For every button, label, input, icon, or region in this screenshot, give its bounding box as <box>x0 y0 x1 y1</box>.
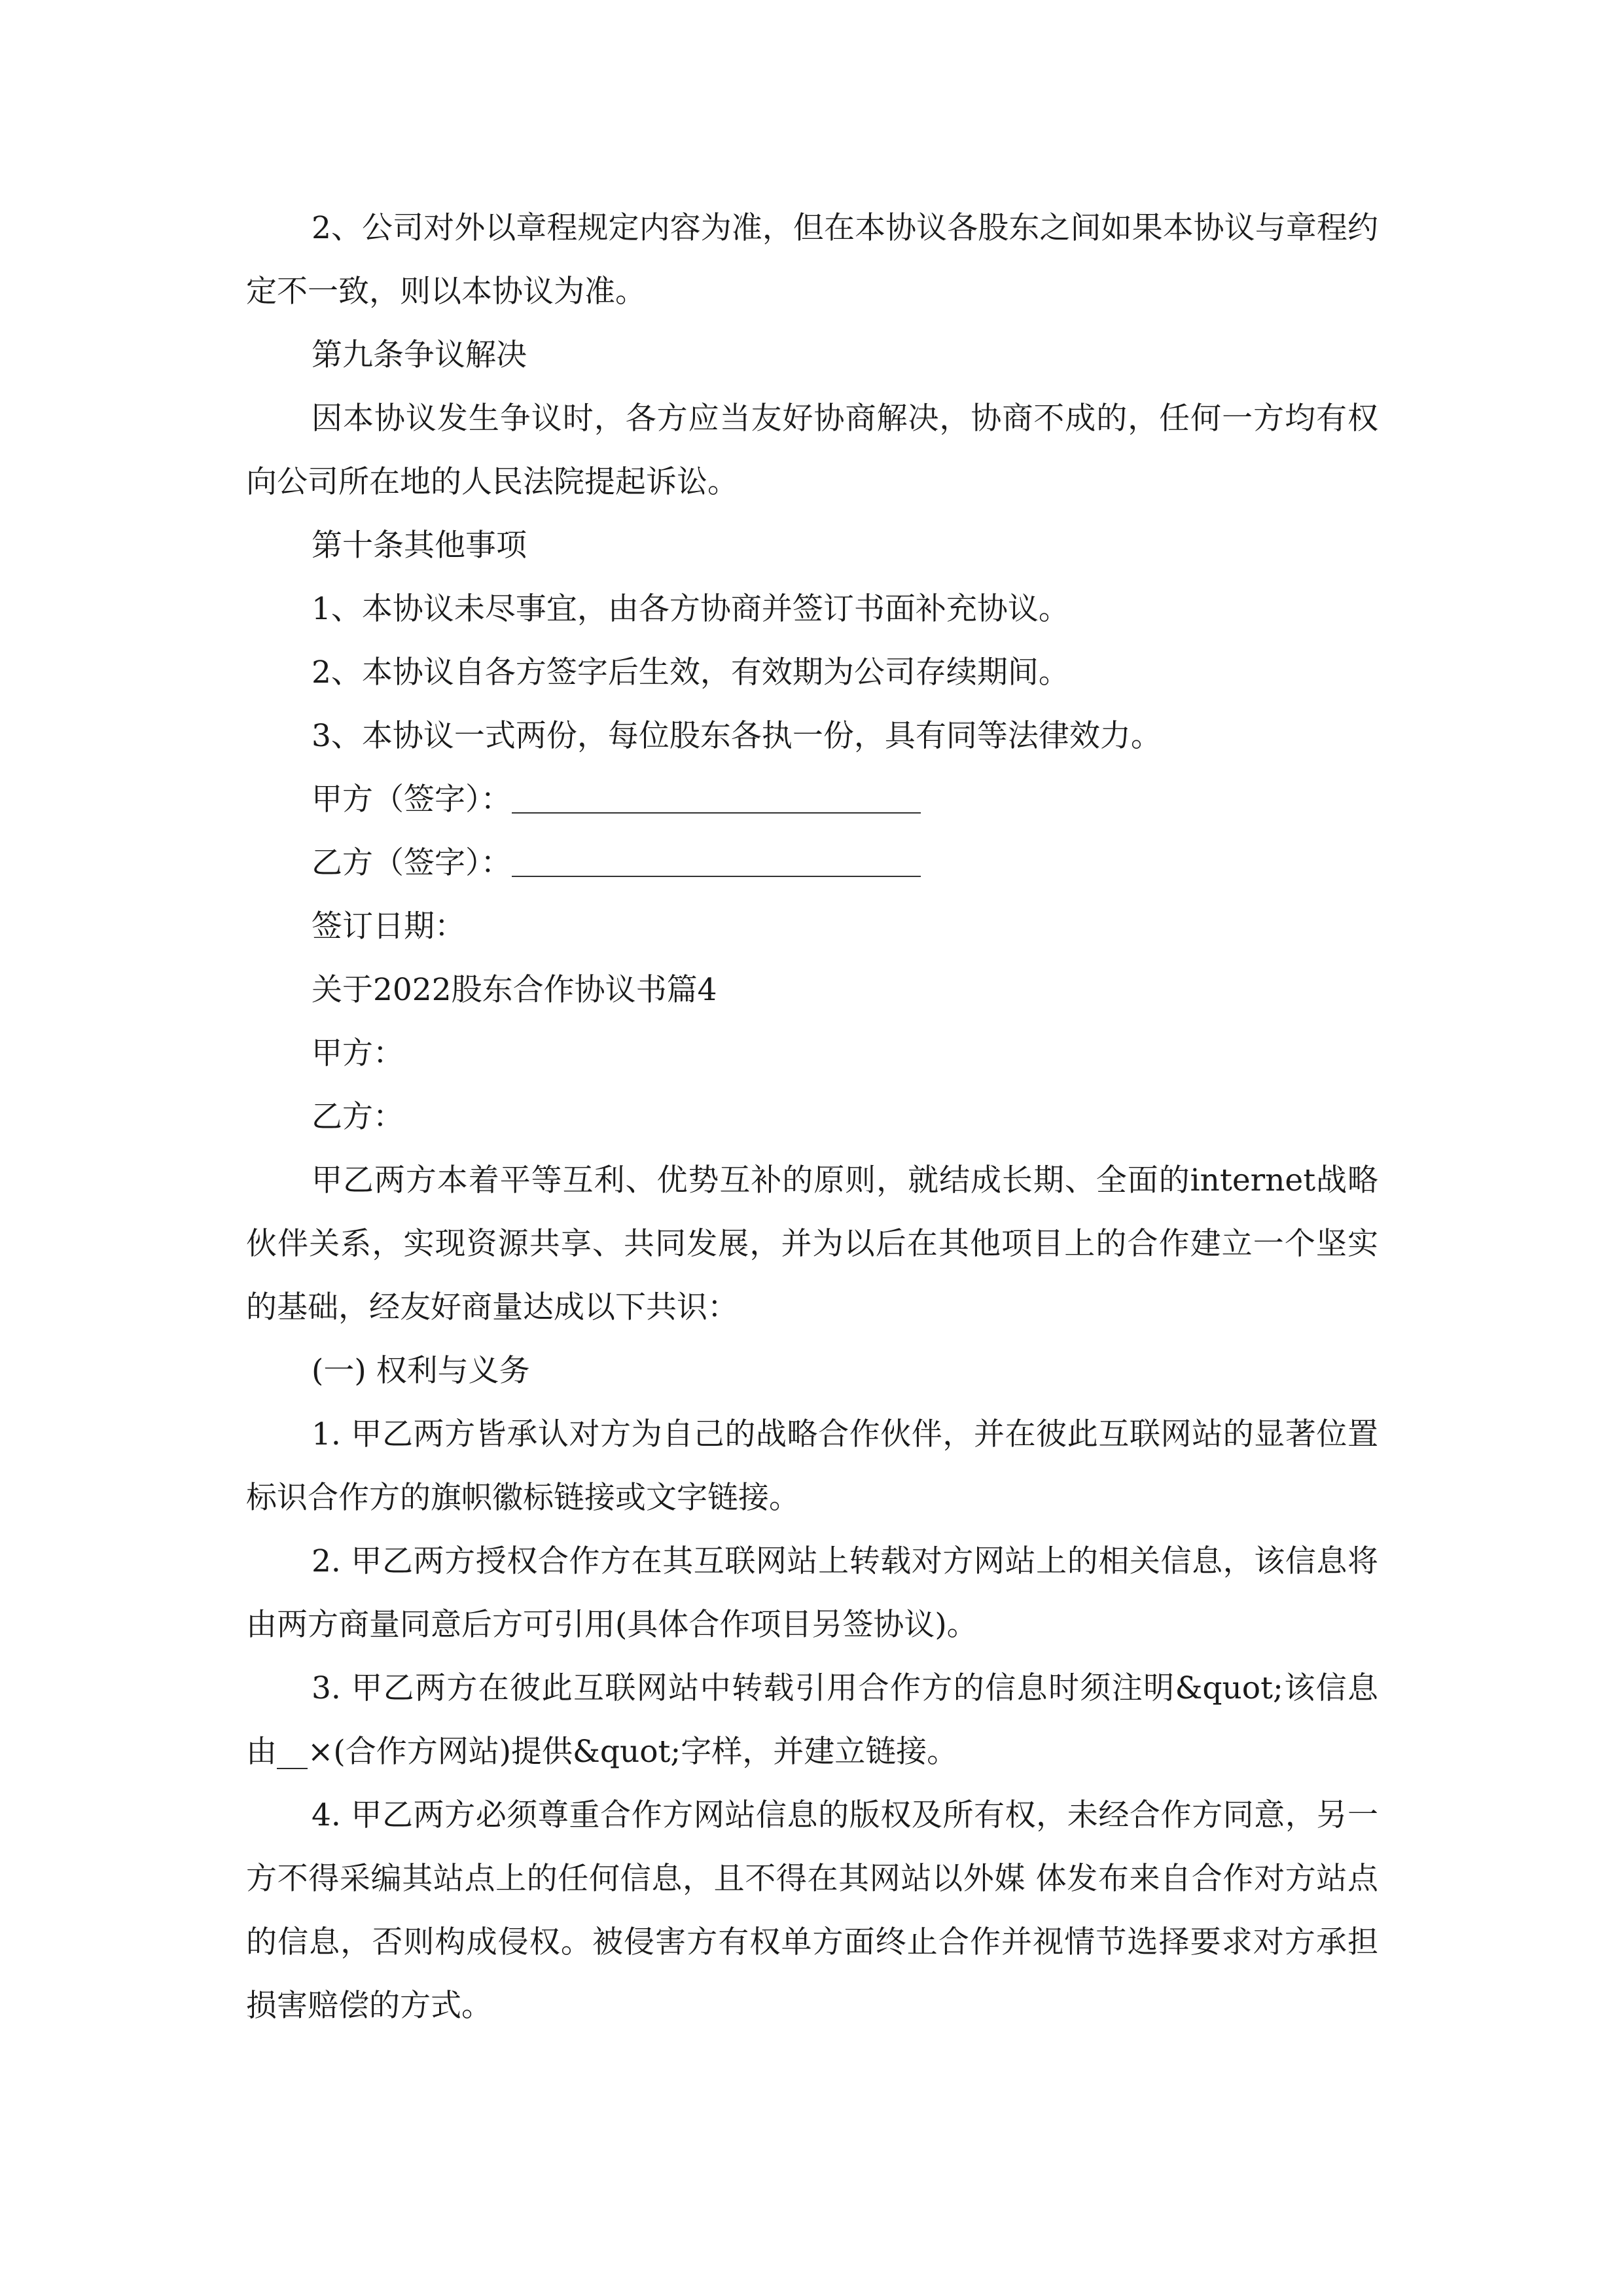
signature-blank-a <box>512 786 921 814</box>
paragraph-clause-2: 2. 甲乙两方授权合作方在其互联网站上转载对方网站上的相关信息，该信息将由两方商量同意后方可引用(具体合作项目另签协议)。 <box>246 1543 1378 1643</box>
signature-label-a: 甲方（签字）： <box>312 781 512 817</box>
heading-article-10: 第十条其他事项 <box>312 528 527 564</box>
paragraph-dispute-resolution: 因本协议发生争议时，各方应当友好协商解决，协商不成的，任何一方均有权向公司所在地的人民法院提起诉讼。 <box>246 401 1378 500</box>
party-b-label: 乙方： <box>312 1099 404 1135</box>
signature-line-b <box>246 831 1378 895</box>
paragraph-other-1: 1、本协议未尽事宜，由各方协商并签订书面补充协议。 <box>312 591 1069 627</box>
signature-blank-b <box>512 850 921 877</box>
paragraph-articles-consistency: 2、公司对外以章程规定内容为准，但在本协议各股东之间如果本协议与章程约定不一致，则以本协议为准。 <box>246 210 1378 310</box>
sign-date-label: 签订日期： <box>312 908 465 944</box>
paragraph-clause-3: 3. 甲乙两方在彼此互联网站中转载引用合作方的信息时须注明&quot;该信息由__×(合作方网站)提供&quot;字样，并建立链接。 <box>246 1670 1378 1770</box>
signature-label-b: 乙方（签字）： <box>312 845 512 881</box>
section-title: 关于2022股东合作协议书篇4 <box>312 972 717 1008</box>
party-a-label: 甲方： <box>312 1035 404 1071</box>
signature-line-a <box>246 768 1378 831</box>
heading-article-9: 第九条争议解决 <box>312 337 527 373</box>
document-page <box>246 196 1378 2037</box>
heading-rights-obligations: (一) 权利与义务 <box>312 1353 530 1389</box>
paragraph-other-2: 2、本协议自各方签字后生效，有效期为公司存续期间。 <box>312 655 1069 691</box>
paragraph-other-3: 3、本协议一式两份，每位股东各执一份，具有同等法律效力。 <box>312 718 1162 754</box>
paragraph-clause-1: 1. 甲乙两方皆承认对方为自己的战略合作伙伴，并在彼此互联网站的显著位置标识合作方的旗帜徽标链接或文字链接。 <box>246 1416 1378 1516</box>
paragraph-preamble: 甲乙两方本着平等互利、优势互补的原则，就结成长期、全面的internet战略伙伴关系，实现资源共享、共同发展，并为以后在其他项目上的合作建立一个坚实的基础，经友好商量达成以下共识： <box>246 1162 1378 1325</box>
paragraph-clause-4: 4. 甲乙两方必须尊重合作方网站信息的版权及所有权，未经合作方同意，另一方不得采编其站点上的任何信息，且不得在其网站以外媒 体发布来自合作对方站点的信息，否则构成侵权。被侵害方有权单方面终止合作并视情节选择要求对方承担损害赔偿的方式。 <box>246 1797 1378 2024</box>
